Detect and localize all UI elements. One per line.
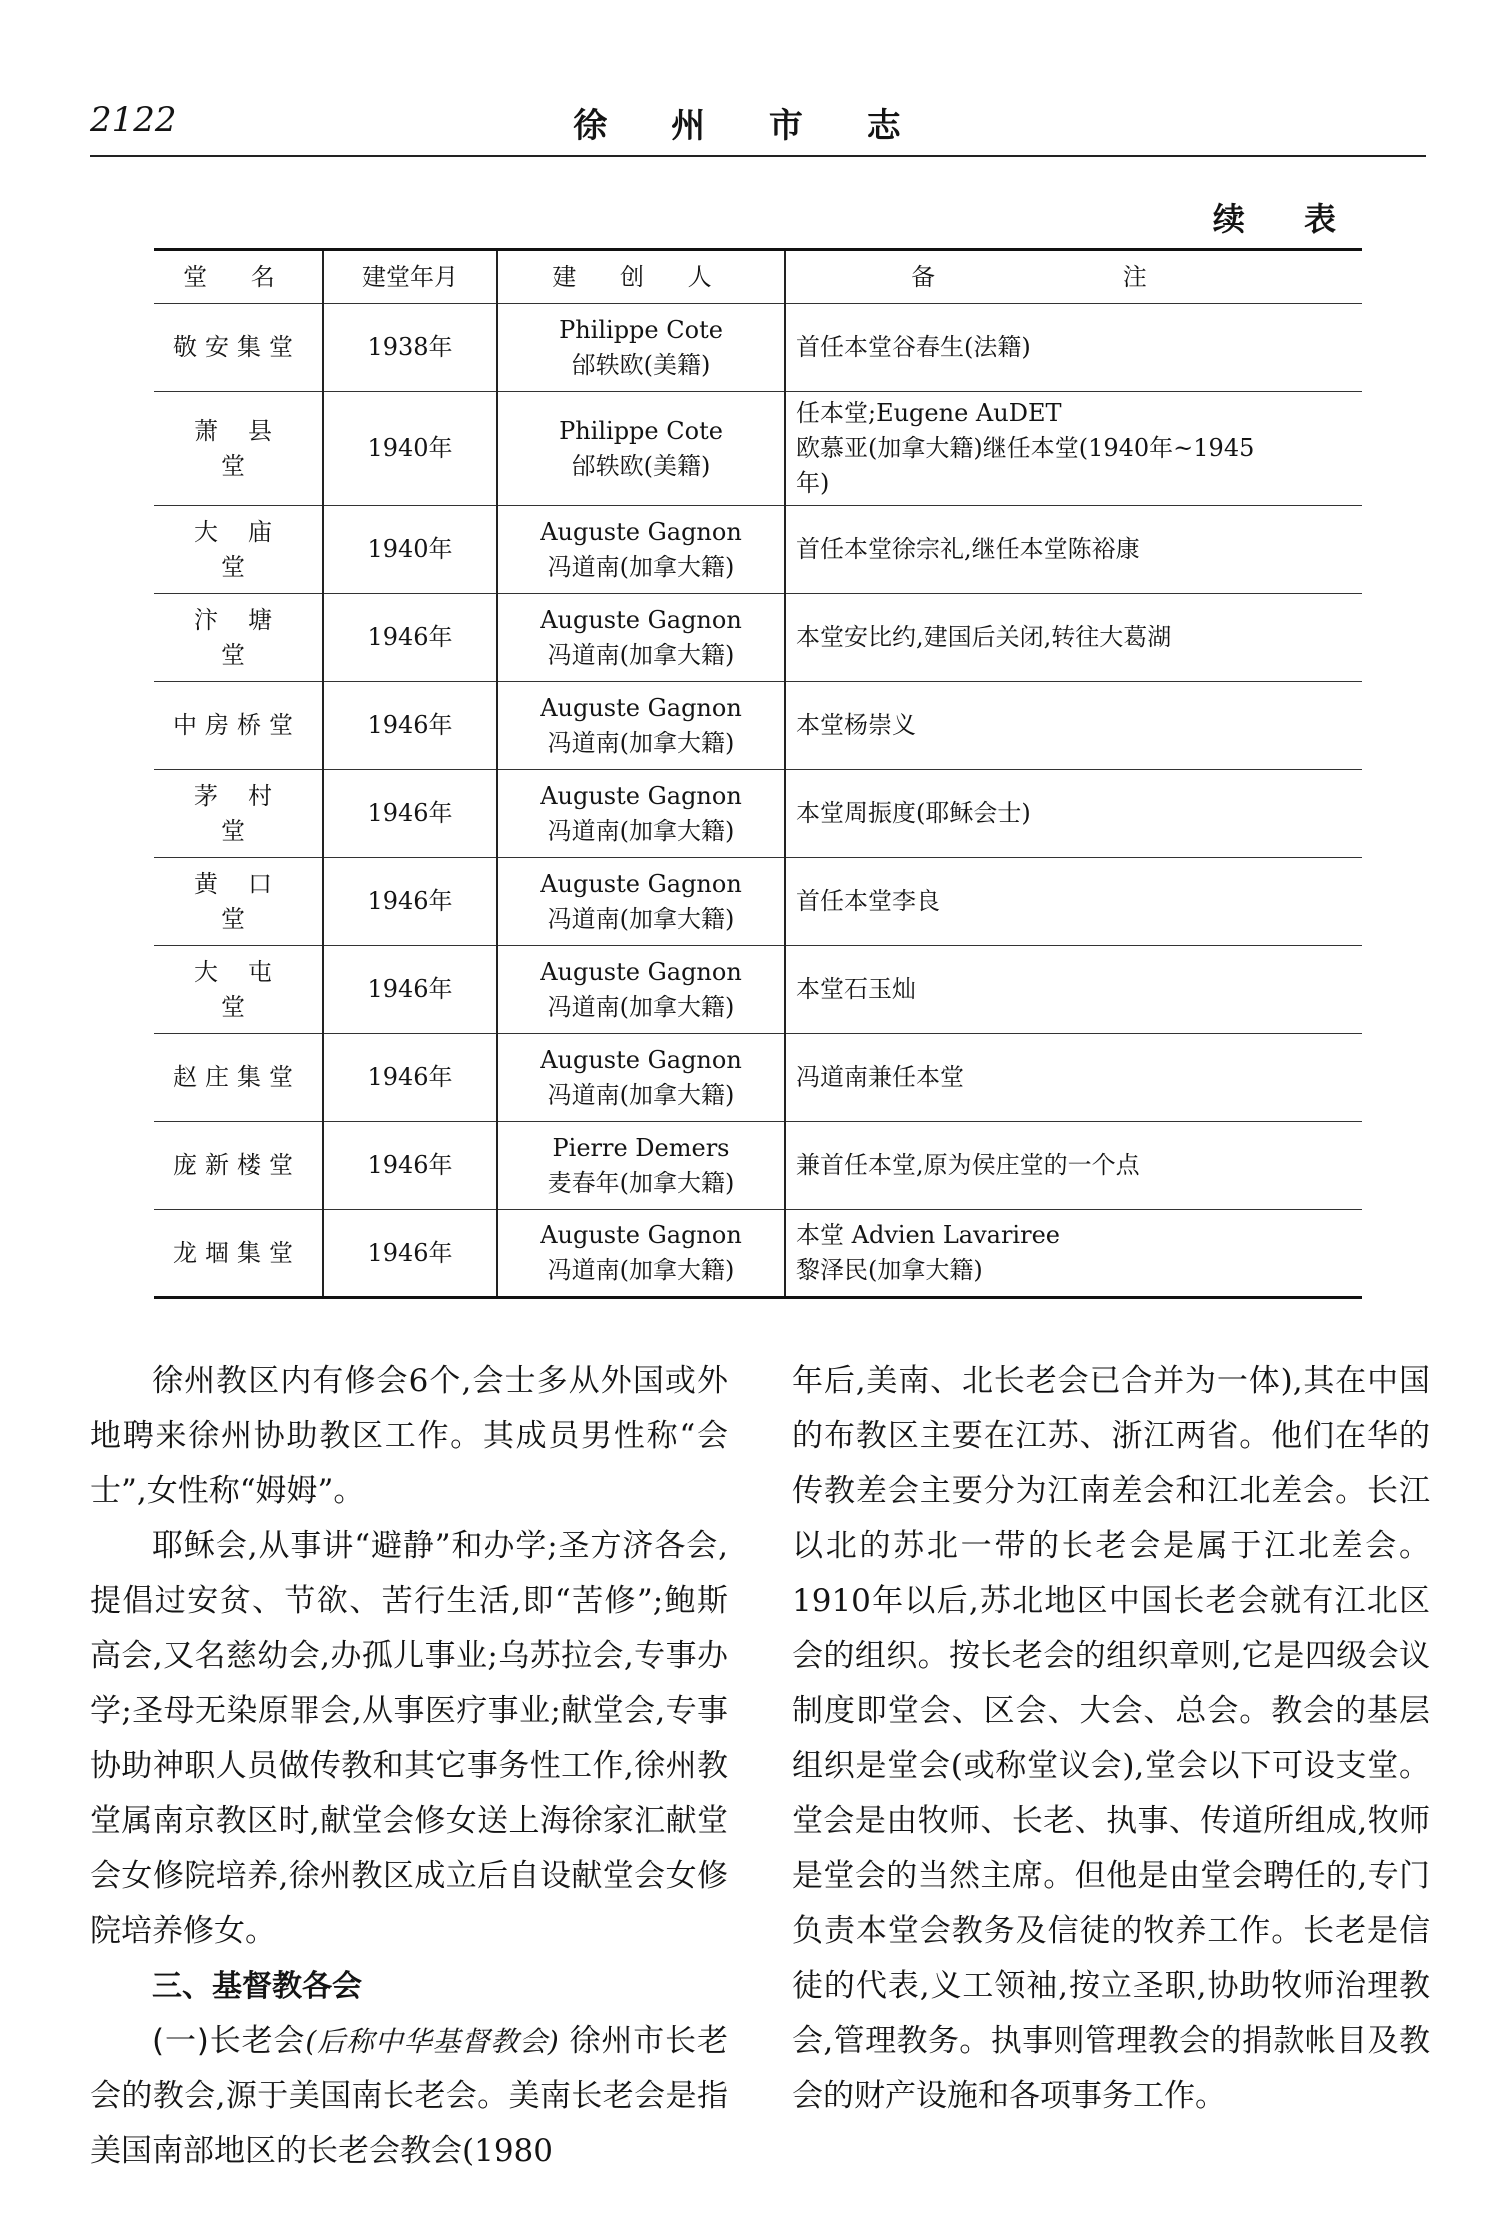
church-name-cell: 大庙堂 xyxy=(154,506,323,594)
founder-chinese-name: 麦春年(加拿大籍) xyxy=(547,1168,735,1197)
note-cell xyxy=(785,392,1362,506)
note-line: 年) xyxy=(796,469,830,497)
paragraph-presbyterian xyxy=(90,2014,728,2179)
table-row xyxy=(154,946,1362,1034)
church-name-cell: 汴塘堂 xyxy=(154,594,323,682)
founder-latin-name: Auguste Gagnon xyxy=(540,693,742,722)
table-row xyxy=(154,1034,1362,1122)
founded-date-cell: 1946年 xyxy=(323,1122,497,1210)
church-name-cell: 庞新楼堂 xyxy=(154,1122,323,1210)
note-cell xyxy=(785,1034,1362,1122)
note-line: 冯道南兼任本堂 xyxy=(796,1063,964,1091)
note-line: 首任本堂李良 xyxy=(796,887,940,915)
table-row xyxy=(154,858,1362,946)
founder-chinese-name: 冯道南(加拿大籍) xyxy=(547,640,735,669)
founded-date-cell: 1946年 xyxy=(323,770,497,858)
founder-chinese-name: 冯道南(加拿大籍) xyxy=(547,816,735,845)
church-name-cell: 茅村堂 xyxy=(154,770,323,858)
founder-latin-name: Auguste Gagnon xyxy=(540,1045,742,1074)
church-name-cell: 龙堌集堂 xyxy=(154,1210,323,1298)
church-name-cell: 敬安集堂 xyxy=(154,304,323,392)
header-church-name: 堂 名 xyxy=(154,250,323,304)
founded-date-cell: 1946年 xyxy=(323,1210,497,1298)
church-name-cell: 大屯堂 xyxy=(154,946,323,1034)
header-note: 备 注 xyxy=(785,250,1362,304)
founder-cell xyxy=(497,682,785,770)
table-row xyxy=(154,682,1362,770)
note-cell xyxy=(785,594,1362,682)
founder-cell xyxy=(497,858,785,946)
note-cell xyxy=(785,858,1362,946)
founder-chinese-name: 冯道南(加拿大籍) xyxy=(547,904,735,933)
note-line: 首任本堂徐宗礼,继任本堂陈裕康 xyxy=(796,535,1140,563)
founder-cell xyxy=(497,594,785,682)
founder-cell xyxy=(497,770,785,858)
founder-cell xyxy=(497,946,785,1034)
founded-date-cell: 1940年 xyxy=(323,392,497,506)
subsection-title: (一)长老会 xyxy=(152,2023,306,2059)
table-row xyxy=(154,770,1362,858)
paragraph-presbyterian-continued: 年后,美南、北长老会已合并为一体),其在中国的布教区主要在江苏、浙江两省。他们在华的传教差会主要分为江南差会和江北差会。长江以北的苏北一带的长老会是属于江北差会。1910年以后,苏北地区中国长老会就有江北区会的组织。按长老会的组织章则,它是四级会议制度即堂会、区会、大会、总会。教会的基层组织是堂会(或称堂议会),堂会以下可设支堂。堂会是由牧师、长老、执事、传道所组成,牧师是堂会的当然主席。但他是由堂会聘任的,专门负责本堂会教务及信徒的牧养工作。长老是信徒的代表,义工领袖,按立圣职,协助牧师治理教会,管理教务。执事则管理教会的捐款帐目及教会的财产设施和各项事务工作。 xyxy=(792,1363,1430,2114)
note-cell xyxy=(785,770,1362,858)
church-name-cell: 赵庄集堂 xyxy=(154,1034,323,1122)
founder-latin-name: Auguste Gagnon xyxy=(540,781,742,810)
founded-date-cell: 1940年 xyxy=(323,506,497,594)
note-cell xyxy=(785,682,1362,770)
founder-cell xyxy=(497,392,785,506)
table-row xyxy=(154,392,1362,506)
header-rule xyxy=(90,155,1426,157)
founded-date-cell: 1946年 xyxy=(323,858,497,946)
founder-latin-name: Auguste Gagnon xyxy=(540,957,742,986)
church-table xyxy=(154,248,1362,1299)
header-founder: 建 创 人 xyxy=(497,250,785,304)
founder-chinese-name: 冯道南(加拿大籍) xyxy=(547,1256,735,1284)
note-line: 本堂安比约,建国后关闭,转往大葛湖 xyxy=(796,623,1172,651)
founder-cell xyxy=(497,304,785,392)
header-founded-date: 建堂年月 xyxy=(323,250,497,304)
right-column xyxy=(792,1354,1430,2124)
founder-latin-name: Philippe Cote xyxy=(559,416,723,445)
note-line: 本堂石玉灿 xyxy=(796,975,916,1003)
table-header-row xyxy=(154,250,1362,304)
note-line: 任本堂;Eugene AuDET xyxy=(796,399,1062,427)
paragraph-orders: 徐州教区内有修会6个,会士多从外国或外地聘来徐州协助教区工作。其成员男性称“会士”,女性称“姆姆”。 xyxy=(90,1363,728,1509)
founded-date-cell: 1938年 xyxy=(323,304,497,392)
founder-latin-name: Pierre Demers xyxy=(552,1133,730,1162)
founder-latin-name: Auguste Gagnon xyxy=(540,1221,742,1249)
founder-cell xyxy=(497,1210,785,1298)
table-body xyxy=(154,304,1362,1298)
page-number: 2122 xyxy=(90,100,177,140)
paragraph-presbyterian-text: 徐州市长老会的教会,源于美国南长老会。美南长老会是指美国南部地区的长老会教会(1980 xyxy=(90,2023,728,2169)
continued-label: 续 表 xyxy=(1212,200,1360,238)
note-line: 本堂周振度(耶稣会士) xyxy=(796,799,1031,827)
subsection-title-note: (后称中华基督教会) xyxy=(305,2025,559,2058)
table-row xyxy=(154,594,1362,682)
church-name-cell: 中房桥堂 xyxy=(154,682,323,770)
founded-date-cell: 1946年 xyxy=(323,1034,497,1122)
note-cell xyxy=(785,506,1362,594)
founder-chinese-name: 冯道南(加拿大籍) xyxy=(547,552,735,581)
table-row xyxy=(154,506,1362,594)
note-cell xyxy=(785,304,1362,392)
left-column xyxy=(90,1354,728,2179)
founder-chinese-name: 邰轶欧(美籍) xyxy=(571,451,711,480)
founder-chinese-name: 冯道南(加拿大籍) xyxy=(547,992,735,1021)
founder-chinese-name: 冯道南(加拿大籍) xyxy=(547,1080,735,1109)
note-line: 本堂杨崇义 xyxy=(796,711,916,739)
founded-date-cell: 1946年 xyxy=(323,946,497,1034)
note-cell xyxy=(785,1210,1362,1298)
founded-date-cell: 1946年 xyxy=(323,682,497,770)
note-line: 本堂 Advien Lavariree xyxy=(796,1221,1060,1249)
founder-latin-name: Auguste Gagnon xyxy=(540,869,742,898)
founder-chinese-name: 冯道南(加拿大籍) xyxy=(547,728,735,757)
section-heading: 三、基督教各会 xyxy=(152,1969,362,2004)
table-row xyxy=(154,1210,1362,1298)
founder-latin-name: Auguste Gagnon xyxy=(540,605,742,634)
note-line: 兼首任本堂,原为侯庄堂的一个点 xyxy=(796,1151,1140,1179)
note-line: 欧慕亚(加拿大籍)继任本堂(1940年~1945 xyxy=(796,434,1255,462)
founder-cell xyxy=(497,1122,785,1210)
note-line: 首任本堂谷春生(法籍) xyxy=(796,333,1031,361)
church-name-cell: 萧县堂 xyxy=(154,392,323,506)
founder-chinese-name: 邰轶欧(美籍) xyxy=(571,350,711,379)
church-name-cell: 黄口堂 xyxy=(154,858,323,946)
paragraph-orders-detail: 耶稣会,从事讲“避静”和办学;圣方济各会,提倡过安贫、节欲、苦行生活,即“苦修”;鲍斯高会,又名慈幼会,办孤儿事业;乌苏拉会,专事办学;圣母无染原罪会,从事医疗事业;献堂会,专事协助神职人员做传教和其它事务性工作,徐州教堂属南京教区时,献堂会修女送上海徐家汇献堂会女修院培养,徐州教区成立后自设献堂会女修院培养修女。 xyxy=(90,1528,728,1949)
founder-latin-name: Philippe Cote xyxy=(559,315,723,344)
running-title: 徐 州 市 志 xyxy=(573,106,927,146)
table-row xyxy=(154,1122,1362,1210)
founder-cell xyxy=(497,1034,785,1122)
note-cell xyxy=(785,946,1362,1034)
note-line: 黎泽民(加拿大籍) xyxy=(796,1256,983,1284)
table-row xyxy=(154,304,1362,392)
founder-latin-name: Auguste Gagnon xyxy=(540,517,742,546)
founder-cell xyxy=(497,506,785,594)
note-cell xyxy=(785,1122,1362,1210)
founded-date-cell: 1946年 xyxy=(323,594,497,682)
